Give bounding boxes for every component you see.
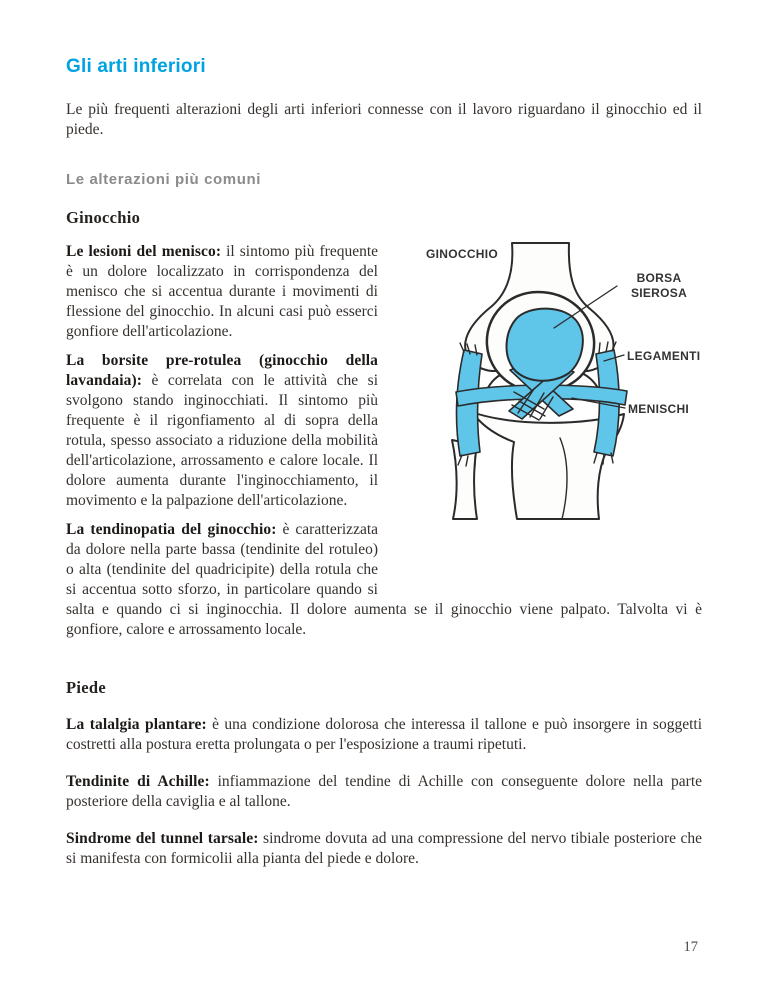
- figure-label-legamenti: LEGAMENTI: [627, 349, 701, 363]
- bursa-highlight: [507, 309, 583, 381]
- paragraph-tendinite-achille: [66, 772, 702, 812]
- knee-diagram: [422, 242, 702, 534]
- page-title: Gli arti inferiori: [66, 56, 206, 77]
- page-number: 17: [683, 939, 698, 955]
- figure-label-borsa-line2: SIEROSA: [630, 286, 688, 300]
- paragraph-body: il sintomo più frequente è un dolore localizzato in corrispondenza del menisco che si accentua durante i movimenti di flessione del ginocchio. In alcuni casi può esserci gonfiore dell'articolazione.: [66, 243, 379, 340]
- paragraph-body: è una condizione dolorosa che interessa il tallone e può insorgere in soggetti costretti alla postura eretta prolungata o per l'esposizione a traumi ripetuti.: [66, 716, 703, 753]
- figure-label-menischi: MENISCHI: [628, 402, 690, 416]
- paragraph-lead: Tendinite di Achille:: [66, 773, 210, 790]
- diagram-outline-group: [426, 243, 700, 519]
- section-subtitle: Le alterazioni più comuni: [66, 171, 262, 188]
- heading-piede: Piede: [66, 678, 106, 697]
- paragraph-lead: Sindrome del tunnel tarsale:: [66, 830, 259, 847]
- paragraph-body: è correlata con le attività che si svolgono stando inginocchiati. Il sintomo più frequente è il rigonfiamento al di sopra della rotula, spesso associato a riduzione della mobilità dell'articolazione, arrossamento e calore locale. Il dolore aumenta durante l'inginocchiamento, il movimento e la palpazione dell'articolazione.: [66, 372, 379, 509]
- paragraph-body: è caratterizzata da dolore nella parte bassa (tendinite del rotuleo) o alta (tendinite del quadricipite) della rotula che si accentua sotto sforzo, in particolare quando si salta e quando ci si inginocchia. Il dolore aumenta se il ginocchio viene palpato. Talvolta vi è gonfiore, calore e arrossamento locale.: [66, 521, 702, 638]
- paragraph-body: sindrome dovuta ad una compressione del nervo tibiale posteriore che si manifesta con formicolii alla pianta del piede e dolore.: [66, 830, 703, 867]
- figure-label-borsa-line1: BORSA: [636, 271, 682, 285]
- figure-label-ginocchio: GINOCCHIO: [426, 247, 499, 261]
- paragraph-lead: La tendinopatia del ginocchio:: [66, 521, 277, 538]
- paragraph-body: infiammazione del tendine di Achille con conseguente dolore nella parte posteriore della caviglia e al tallone.: [66, 773, 703, 810]
- knee-figure: [390, 242, 702, 582]
- paragraph-lead: La talalgia plantare:: [66, 716, 207, 733]
- paragraph-tunnel-tarsale: [66, 829, 702, 869]
- paragraph-lead: La borsite pre-rotulea (ginocchio della lavandaia):: [66, 352, 378, 389]
- paragraph-lead: Le lesioni del menisco:: [66, 243, 222, 260]
- intro-paragraph: Le più frequenti alterazioni degli arti inferiori connesse con il lavoro riguardano il ginocchio ed il piede.: [66, 101, 702, 138]
- paragraph-talalgia: [66, 715, 702, 755]
- heading-ginocchio: Ginocchio: [66, 208, 141, 227]
